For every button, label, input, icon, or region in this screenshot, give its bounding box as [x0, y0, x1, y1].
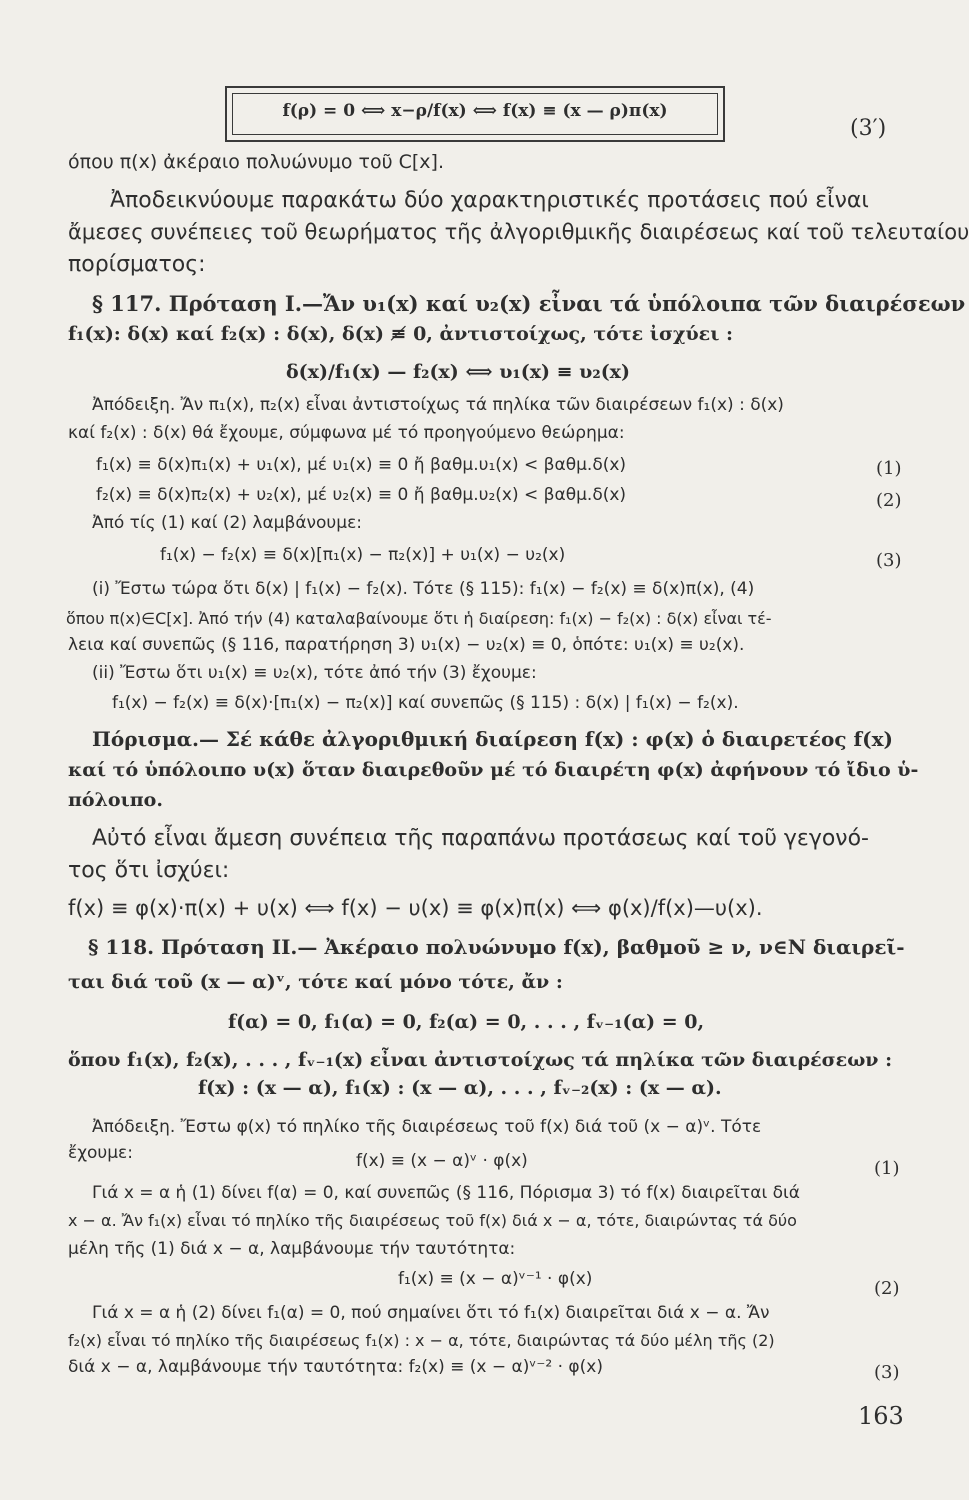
formula-line: f₁(x) − f₂(x) ≡ δ(x)·[π₁(x) − π₂(x)] καί συνεπῶς (§ 115) : δ(x) | f₁(x) − f₂(x). — [112, 693, 739, 713]
proof-line: Ἀπόδειξη. Ἄν π₁(x), π₂(x) εἶναι ἀντιστοίχως τά πηλίκα τῶν διαιρέσεων f₁(x) : δ(x) — [92, 395, 784, 415]
text-line: λεια καί συνεπῶς (§ 116, παρατήρηση 3) υ₁(x) − υ₂(x) ≡ 0, ὁπότε: υ₁(x) ≡ υ₂(x). — [68, 635, 745, 655]
text-line: Ἀπό τίς (1) καί (2) λαμβάνουμε: — [92, 513, 362, 533]
equation-label: (2) — [874, 1278, 900, 1299]
formula-line: δ(x)/f₁(x) — f₂(x) ⟺ υ₁(x) ≡ υ₂(x) — [286, 361, 630, 383]
text-line: καί τό ὑπόλοιπο υ(x) ὅταν διαιρεθοῦν μέ τό διαιρέτη φ(x) ἀφήνουν τό ἴδιο ὑ- — [68, 759, 919, 781]
formula-line: f₁(x) ≡ (x − α)ᵛ⁻¹ · φ(x) — [398, 1269, 593, 1289]
formula-line: f₁(x) ≡ δ(x)π₁(x) + υ₁(x), μέ υ₁(x) ≡ 0 ἤ βαθμ.υ₁(x) < βαθμ.δ(x) — [96, 455, 627, 475]
equation-label: (3) — [874, 1362, 900, 1383]
text-line: Αὐτό εἶναι ἄμεση συνέπεια τῆς παραπάνω προτάσεως καί τοῦ γεγονό- — [92, 826, 869, 851]
boxed-formula — [225, 86, 725, 142]
boxed-formula-text: f(ρ) = 0 ⟺ x−ρ/f(x) ⟺ f(x) ≡ (x — ρ)π(x) — [282, 101, 668, 121]
equation-label: (3′) — [850, 116, 887, 141]
text-line: πορίσματος: — [68, 252, 206, 277]
formula-line: f₂(x) ≡ δ(x)π₂(x) + υ₂(x), μέ υ₂(x) ≡ 0 ἤ βαθμ.υ₂(x) < βαθμ.δ(x) — [96, 485, 627, 505]
formula-line: f₁(x) − f₂(x) ≡ δ(x)[π₁(x) − π₂(x)] + υ₁(x) − υ₂(x) — [160, 545, 566, 565]
formula-line: f(α) = 0, f₁(α) = 0, f₂(α) = 0, . . . , fᵥ₋₁(α) = 0, — [228, 1011, 705, 1033]
formula-line: f(x) : (x — α), f₁(x) : (x — α), . . . , fᵥ₋₂(x) : (x — α). — [198, 1077, 722, 1099]
proposition-heading: § 117. Πρόταση I.—Ἄν υ₁(x) καί υ₂(x) εἶναι τά ὑπόλοιπα τῶν διαιρέσεων — [92, 291, 966, 316]
equation-label: (2) — [876, 490, 902, 511]
text-line: f₂(x) εἶναι τό πηλίκο τῆς διαιρέσεως f₁(x) : x − α, τότε, διαιρώντας τά δύο μέλη τῆς (2) — [68, 1331, 775, 1350]
text-line: f₁(x): δ(x) καί f₂(x) : δ(x), δ(x) ≢ 0, ἀντιστοίχως, τότε ἰσχύει : — [68, 323, 734, 345]
proof-line: Ἀπόδειξη. Ἔστω φ(x) τό πηλίκο τῆς διαιρέσεως τοῦ f(x) διά τοῦ (x − α)ᵛ. Τότε — [92, 1117, 762, 1137]
proposition-heading: § 118. Πρόταση II.— Ἀκέραιο πολυώνυμο f(x), βαθμοῦ ≥ ν, ν∈N διαιρεῖ- — [88, 935, 905, 959]
equation-label: (1) — [876, 458, 902, 479]
text-line: καί f₂(x) : δ(x) θά ἔχουμε, σύμφωνα μέ τό προηγούμενο θεώρημα: — [68, 423, 625, 443]
page-number: 163 — [858, 1402, 904, 1430]
text-line: ἔχουμε: — [68, 1143, 133, 1163]
equation-label: (3) — [876, 550, 902, 571]
formula-line: f(x) ≡ φ(x)·π(x) + υ(x) ⟺ f(x) − υ(x) ≡ φ(x)π(x) ⟺ φ(x)/f(x)—υ(x). — [68, 896, 763, 920]
text-line: (ii) Ἔστω ὅτι υ₁(x) ≡ υ₂(x), τότε ἀπό τήν (3) ἔχουμε: — [92, 663, 537, 683]
formula-line: f(x) ≡ (x − α)ᵛ · φ(x) — [356, 1151, 528, 1171]
text-line: όπου π(x) ἀκέραιο πολυώνυμο τοῦ C[x]. — [68, 151, 444, 173]
text-line: ὅπου f₁(x), f₂(x), . . . , fᵥ₋₁(x) εἶναι ἀντιστοίχως τά πηλίκα τῶν διαιρέσεων : — [68, 1049, 893, 1071]
text-line: ὅπου π(x)∈C[x]. Ἀπό τήν (4) καταλαβαίνουμε ὅτι ἡ διαίρεση: f₁(x) − f₂(x) : δ(x) εἶναι τέ- — [66, 609, 772, 628]
text-line: Ἀποδεικνύουμε παρακάτω δύο χαρακτηριστικές προτάσεις πού εἶναι — [110, 188, 869, 213]
text-line: (i) Ἔστω τώρα ὅτι δ(x) | f₁(x) − f₂(x). Τότε (§ 115): f₁(x) − f₂(x) ≡ δ(x)π(x), (4) — [92, 579, 755, 599]
text-line: Γιά x = α ἡ (2) δίνει f₁(α) = 0, πού σημαίνει ὅτι τό f₁(x) διαιρεῖται διά x − α. Ἄν — [92, 1303, 770, 1323]
text-line: μέλη τῆς (1) διά x − α, λαμβάνουμε τήν ταυτότητα: — [68, 1239, 516, 1259]
text-line: ται διά τοῦ (x — α)ᵛ, τότε καί μόνο τότε, ἄν : — [68, 971, 563, 993]
text-line: ἄμεσες συνέπειες τοῦ θεωρήματος τῆς ἀλγοριθμικῆς διαιρέσεως καί τοῦ τελευταίου — [68, 220, 969, 244]
equation-label: (1) — [874, 1158, 900, 1179]
text-line: διά x − α, λαμβάνουμε τήν ταυτότητα: f₂(x) ≡ (x − α)ᵛ⁻² · φ(x) — [68, 1357, 603, 1377]
text-line: x − α. Ἄν f₁(x) εἶναι τό πηλίκο τῆς διαιρέσεως τοῦ f(x) διά x − α, τότε, διαιρώντας τά δύο — [68, 1211, 797, 1230]
corollary-heading: Πόρισμα.— Σέ κάθε ἀλγοριθμική διαίρεση f(x) : φ(x) ὁ διαιρετέος f(x) — [92, 727, 893, 751]
text-line: τος ὅτι ἰσχύει: — [68, 858, 230, 883]
text-line: Γιά x = α ἡ (1) δίνει f(α) = 0, καί συνεπῶς (§ 116, Πόρισμα 3) τό f(x) διαιρεῖται διά — [92, 1183, 800, 1203]
text-line: πόλοιπο. — [68, 789, 163, 811]
